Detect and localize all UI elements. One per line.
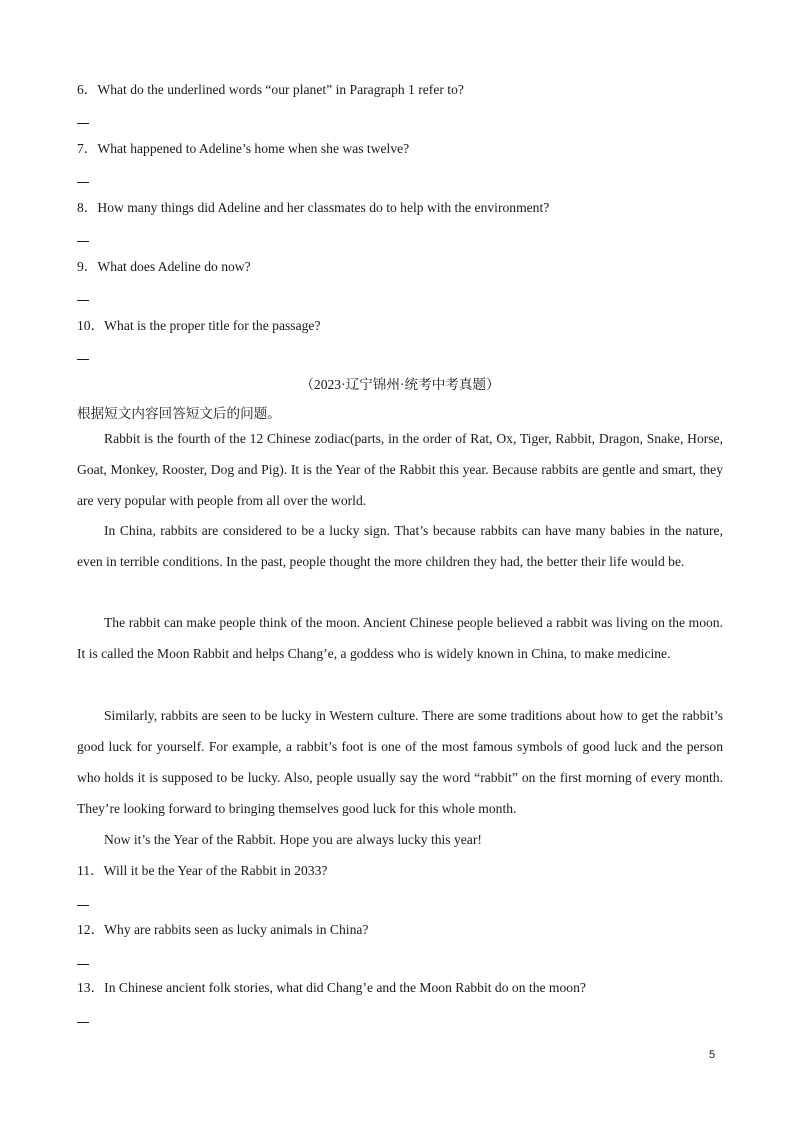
passage-paragraph-5: Now it’s the Year of the Rabbit. Hope you are always lucky this year! bbox=[104, 832, 482, 847]
question-8: 8．How many things did Adeline and her classmates do to help with the environment? bbox=[77, 200, 550, 215]
question-9: 9．What does Adeline do now? bbox=[77, 259, 251, 274]
question-12: 12．Why are rabbits seen as lucky animals in China? bbox=[77, 922, 369, 937]
question-10: 10．What is the proper title for the passage? bbox=[77, 318, 321, 333]
answer-line-13[interactable] bbox=[77, 1022, 89, 1023]
answer-line-9[interactable] bbox=[77, 300, 89, 301]
question-13: 13．In Chinese ancient folk stories, what did Chang’e and the Moon Rabbit do on the moon? bbox=[77, 980, 586, 995]
page-number: 5 bbox=[709, 1049, 716, 1061]
exam-source: （2023·辽宁锦州·统考中考真题） bbox=[300, 377, 500, 392]
answer-line-6[interactable] bbox=[77, 123, 89, 124]
answer-line-12[interactable] bbox=[77, 964, 89, 965]
passage-paragraph-3: The rabbit can make people think of the moon. Ancient Chinese people believed a rabbit was living on the moon. It is called the Moon Rabbit and helps Chang’e, a goddess who is widely known in China, to make medicine. bbox=[77, 615, 723, 661]
answer-line-8[interactable] bbox=[77, 241, 89, 242]
instruction: 根据短文内容回答短文后的问题。 bbox=[77, 406, 281, 421]
question-6: 6．What do the underlined words “our planet” in Paragraph 1 refer to? bbox=[77, 82, 464, 97]
passage-paragraph-4: Similarly, rabbits are seen to be lucky in Western culture. There are some traditions about how to get the rabbit’s good luck for yourself. For example, a rabbit’s foot is one of the most famous symbols of good luck and the person who holds it is supposed to be lucky. Also, people usually say the word “rabbit” on the first morning of every month. They’re looking forward to bringing themselves good luck for this whole month. bbox=[77, 708, 723, 816]
answer-line-10[interactable] bbox=[77, 359, 89, 360]
passage-paragraph-2: In China, rabbits are considered to be a lucky sign. That’s because rabbits can have many babies in the nature, even in terrible conditions. In the past, people thought the more children they had, the better their life would be. bbox=[77, 523, 723, 569]
question-7: 7．What happened to Adeline’s home when she was twelve? bbox=[77, 141, 410, 156]
question-11: 11．Will it be the Year of the Rabbit in 2033? bbox=[77, 863, 328, 878]
answer-line-11[interactable] bbox=[77, 905, 89, 906]
answer-line-7[interactable] bbox=[77, 182, 89, 183]
passage-paragraph-1: Rabbit is the fourth of the 12 Chinese zodiac(parts, in the order of Rat, Ox, Tiger, Rabbit, Dragon, Snake, Horse, Goat, Monkey, Rooster, Dog and Pig). It is the Year of the Rabbit this year. Because rabbits are gentle and smart, they are very popular with people from all over the world. bbox=[77, 431, 723, 508]
